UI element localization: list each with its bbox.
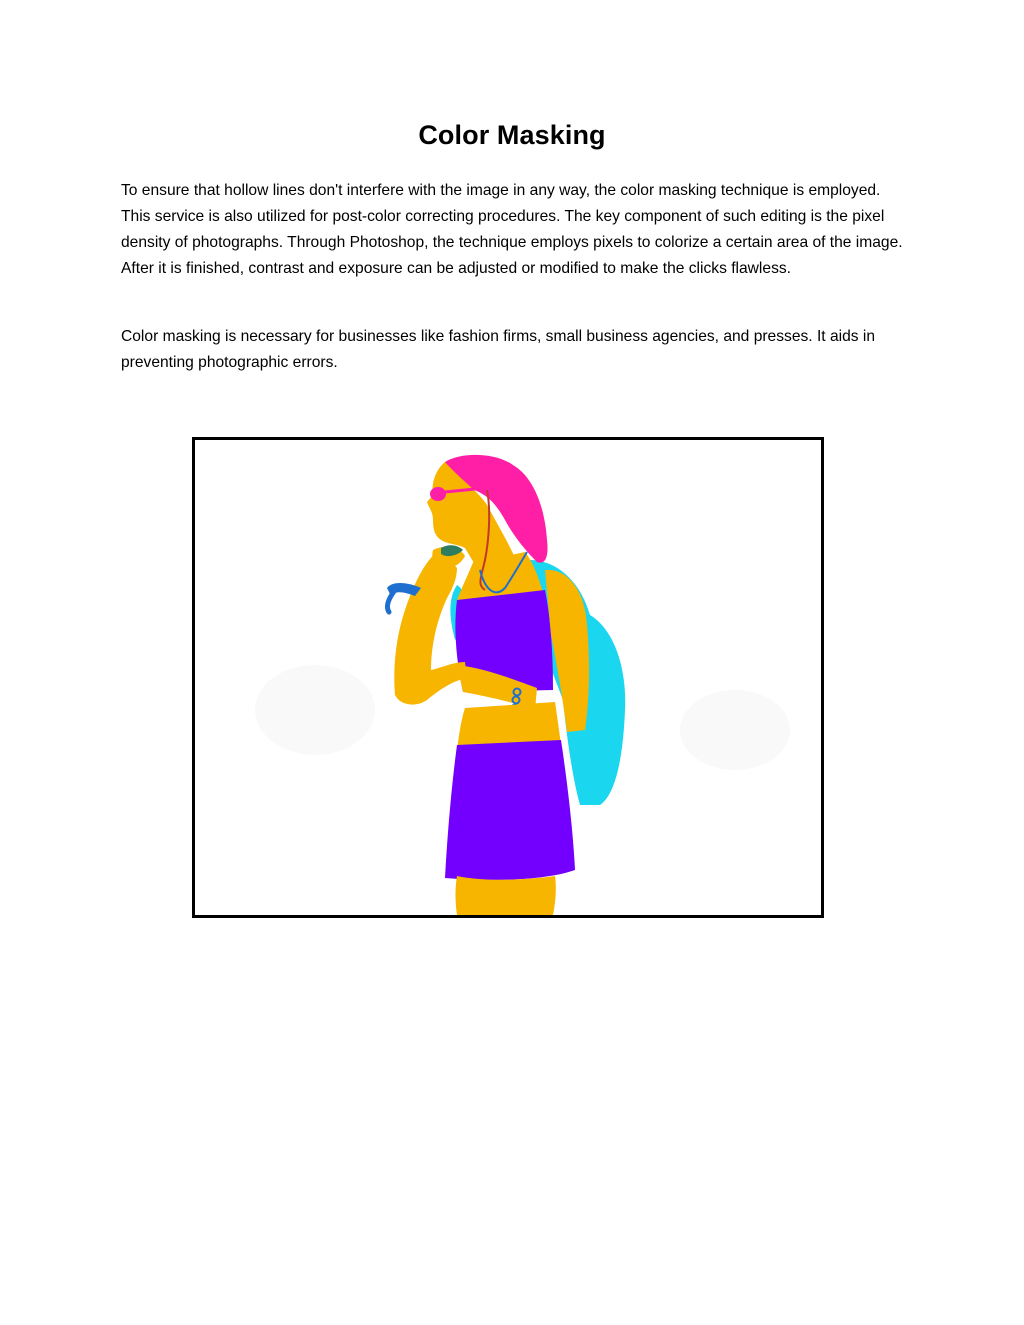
woman-illustration — [195, 440, 821, 915]
legs — [456, 876, 556, 915]
paragraph-intro: To ensure that hollow lines don't interfere with the image in any way, the color masking technique is employed. This service is also utilized for post-color correcting procedures. The key component of such editing is the pixel density of photographs. Through Photoshop, the technique employs pixels to colorize a certain area of the image. After it is finished, contrast and exposure can be adjusted or modified to make the clicks flawless. — [121, 182, 903, 277]
color-masking-illustration — [192, 437, 824, 918]
page-title: Color Masking — [418, 120, 606, 150]
paragraph-usage: Color masking is necessary for businesses like fashion firms, small business agencies, and presses. It aids in preventing photographic errors. — [121, 328, 876, 371]
skirt — [445, 740, 575, 880]
wristband-tail — [387, 590, 395, 612]
